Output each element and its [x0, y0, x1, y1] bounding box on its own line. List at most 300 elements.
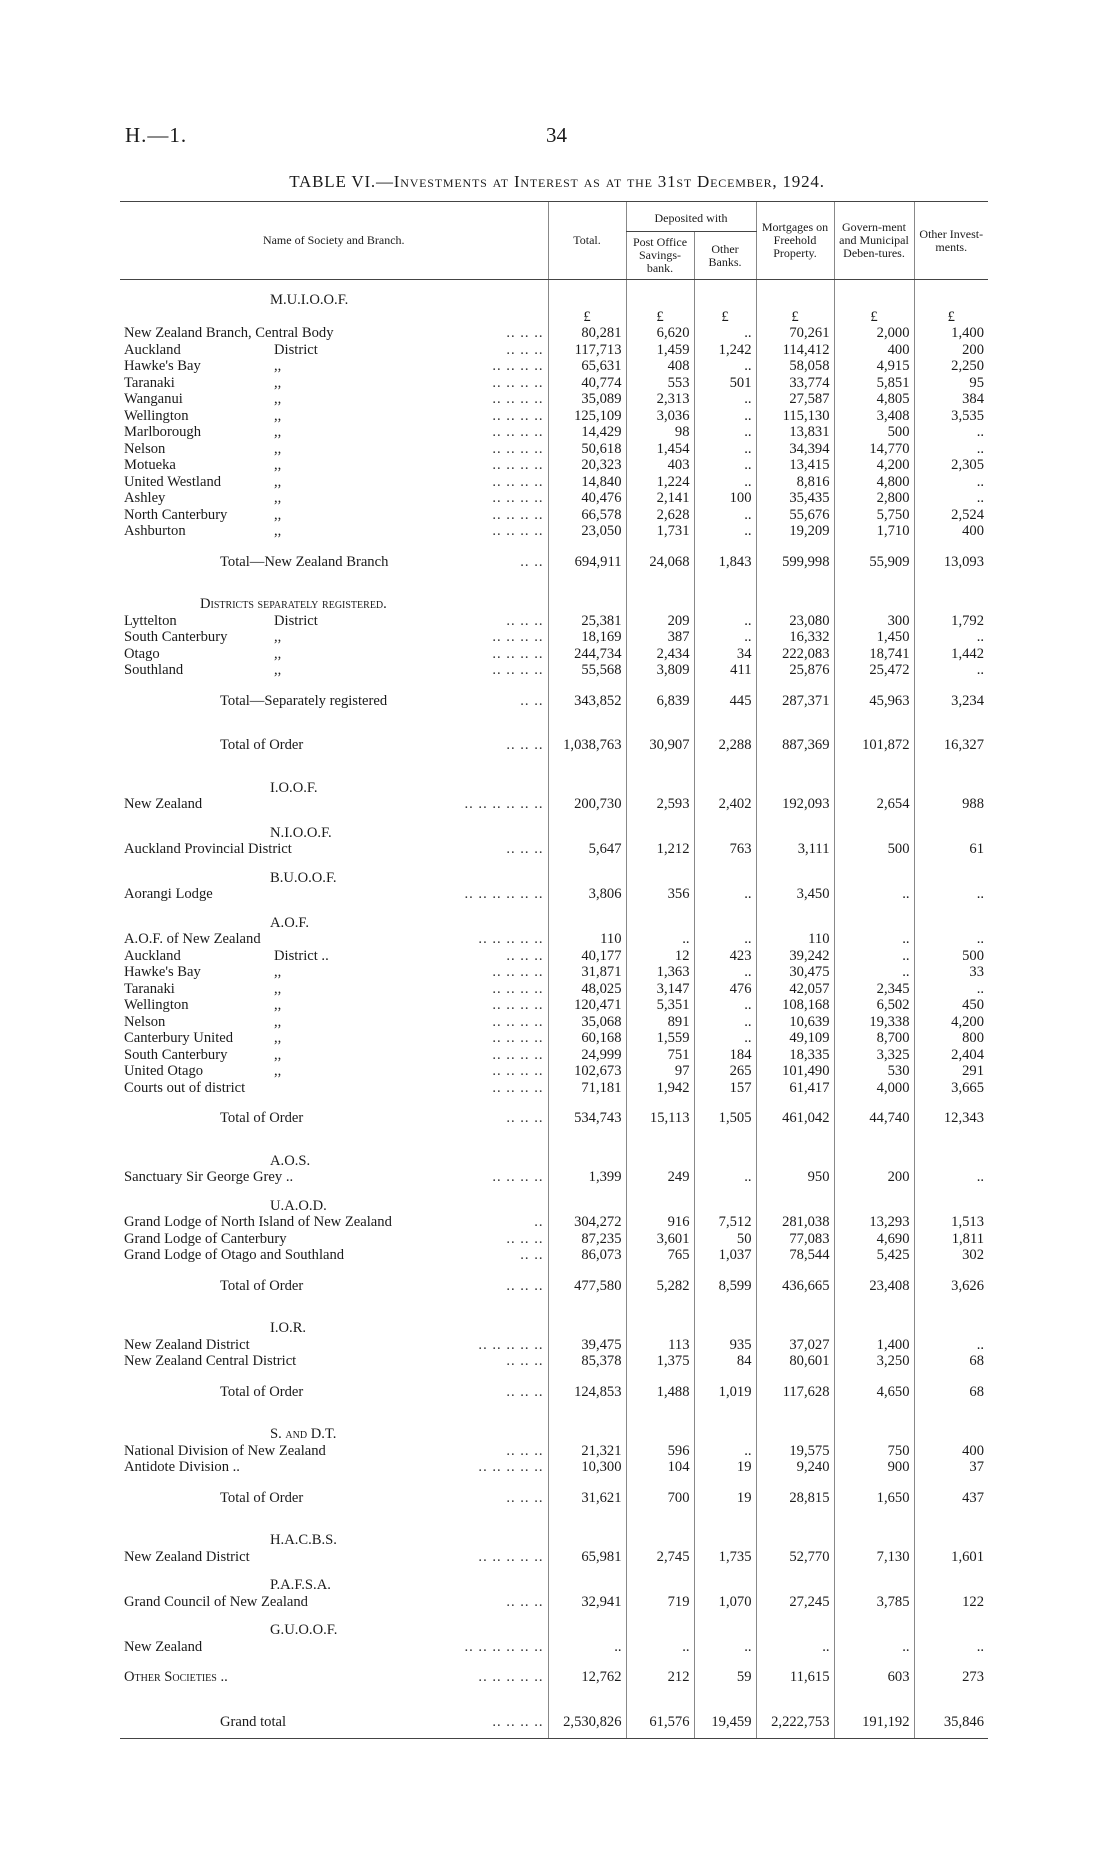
value-cell: 65,981	[548, 1549, 626, 1566]
section-title	[120, 813, 548, 842]
section-title-text: P.A.F.S.A.	[270, 1577, 331, 1593]
leader-dots: .. .. .. ..	[492, 645, 544, 662]
value-cell: 2,628	[626, 507, 694, 524]
value-cell: 1,242	[694, 342, 756, 359]
row-name-text: Antidote Division ..	[124, 1459, 240, 1475]
value-cell	[914, 768, 988, 797]
leader-dots: .. .. .. ..	[492, 391, 544, 407]
value-cell: 18,169	[548, 629, 626, 646]
value-cell: ..	[834, 886, 914, 903]
value-cell: 2,288	[694, 723, 756, 768]
value-cell	[694, 584, 756, 613]
value-cell: 4,805	[834, 391, 914, 408]
value-cell: 42,057	[756, 981, 834, 998]
row-name	[120, 1700, 548, 1739]
value-cell: 3,036	[626, 408, 694, 425]
value-cell: 14,429	[548, 424, 626, 441]
value-cell: 900	[834, 1459, 914, 1476]
value-cell	[756, 1565, 834, 1594]
district-label: ,,	[274, 457, 282, 473]
section-title	[120, 1520, 548, 1549]
leader-dots: .. .. .. ..	[492, 407, 544, 424]
table-row	[120, 424, 988, 441]
district-label: ,,	[274, 358, 282, 374]
row-name-text: Nelson	[124, 1013, 166, 1030]
section-header-row	[120, 903, 988, 932]
section-header-row	[120, 1520, 988, 1549]
value-cell: 102,673	[548, 1063, 626, 1080]
district-label: ,,	[274, 1030, 282, 1046]
value-cell: 15,113	[626, 1096, 694, 1141]
value-cell: 3,665	[914, 1080, 988, 1097]
district-label: ,,	[274, 407, 282, 424]
value-cell: 599,998	[756, 540, 834, 585]
value-cell: 450	[914, 997, 988, 1014]
value-cell: 1,731	[626, 523, 694, 540]
value-cell: £	[834, 309, 914, 326]
value-cell: 45,963	[834, 679, 914, 724]
row-name	[120, 886, 548, 903]
value-cell	[756, 1414, 834, 1443]
value-cell: 101,872	[834, 723, 914, 768]
table-row	[120, 948, 988, 965]
row-name-text: Marlborough	[124, 424, 202, 440]
district-label: ,,	[274, 440, 282, 457]
leader-dots: .. .. .. ..	[492, 1013, 544, 1030]
value-cell: 596	[626, 1443, 694, 1460]
value-cell: 98	[626, 424, 694, 441]
table-row	[120, 1169, 988, 1186]
section-header-row	[120, 280, 988, 309]
row-name-text: South Canterbury	[124, 1046, 228, 1063]
leader-dots: .. .. .. ..	[492, 1046, 544, 1063]
value-cell	[626, 813, 694, 842]
value-cell: 273	[914, 1655, 988, 1700]
row-name-text: Aorangi Lodge	[124, 886, 213, 902]
table-row	[120, 1337, 988, 1354]
value-cell: 2,250	[914, 358, 988, 375]
value-cell	[834, 858, 914, 887]
value-cell: 120,471	[548, 997, 626, 1014]
value-cell: 534,743	[548, 1096, 626, 1141]
value-cell	[548, 768, 626, 797]
value-cell: 694,911	[548, 540, 626, 585]
value-cell	[756, 280, 834, 309]
district-label: ,,	[274, 391, 282, 407]
value-cell: 12	[626, 948, 694, 965]
value-cell: 3,450	[756, 886, 834, 903]
row-name	[120, 1169, 548, 1186]
value-cell	[694, 1186, 756, 1215]
district-label: ,,	[274, 662, 282, 678]
value-cell: 5,851	[834, 375, 914, 392]
row-name-text: Auckland	[124, 341, 181, 358]
leader-dots: .. ..	[520, 553, 544, 570]
table-row	[120, 997, 988, 1014]
row-name-text: Grand Lodge of Canterbury	[124, 1230, 287, 1247]
value-cell: 30,907	[626, 723, 694, 768]
row-name-text: National Division of New Zealand	[124, 1442, 326, 1459]
value-cell: 6,502	[834, 997, 914, 1014]
value-cell	[626, 1520, 694, 1549]
value-cell: 387	[626, 629, 694, 646]
section-title	[120, 1186, 548, 1215]
value-cell: 50,618	[548, 441, 626, 458]
value-cell	[756, 903, 834, 932]
value-cell: 34,394	[756, 441, 834, 458]
col-other-investments: Other Invest-ments.	[914, 202, 988, 280]
value-cell: 2,434	[626, 646, 694, 663]
value-cell: ..	[694, 1014, 756, 1031]
value-cell: ..	[694, 1169, 756, 1186]
district-label: ,,	[274, 1046, 282, 1063]
row-name	[120, 1047, 548, 1064]
row-name-text: United Otago	[124, 1063, 204, 1079]
value-cell: 157	[694, 1080, 756, 1097]
value-cell	[914, 584, 988, 613]
value-cell: 110	[548, 931, 626, 948]
row-name	[120, 1353, 548, 1370]
row-name-text: Sanctuary Sir George Grey ..	[124, 1169, 294, 1185]
table-row	[120, 441, 988, 458]
value-cell: 1,843	[694, 540, 756, 585]
value-cell: 18,741	[834, 646, 914, 663]
value-cell	[834, 1141, 914, 1170]
row-name-text: Wellington	[124, 997, 189, 1013]
table-row	[120, 613, 988, 630]
value-cell: 28,815	[756, 1476, 834, 1521]
value-cell: ..	[694, 408, 756, 425]
value-cell: ..	[694, 424, 756, 441]
table-row	[120, 325, 988, 342]
value-cell: 97	[626, 1063, 694, 1080]
value-cell: 1,400	[914, 325, 988, 342]
value-cell: 343,852	[548, 679, 626, 724]
leader-dots: .. .. .. .. .. ..	[464, 886, 544, 902]
value-cell	[626, 858, 694, 887]
value-cell: ..	[694, 964, 756, 981]
row-name-text: A.O.F. of New Zealand	[124, 931, 261, 947]
value-cell: 1,363	[626, 964, 694, 981]
section-title-text: S. and D.T.	[270, 1426, 337, 1442]
district-label: ,,	[274, 374, 282, 391]
row-name-text: Auckland Provincial District	[124, 841, 292, 857]
value-cell: 48,025	[548, 981, 626, 998]
value-cell: 1,488	[626, 1370, 694, 1415]
value-cell: 249	[626, 1169, 694, 1186]
value-cell: 1,400	[834, 1337, 914, 1354]
value-cell: ..	[914, 981, 988, 998]
col-name: Name of Society and Branch.	[120, 202, 548, 280]
value-cell: ..	[626, 931, 694, 948]
section-title-text: H.A.C.B.S.	[270, 1532, 337, 1548]
value-cell: 19,209	[756, 523, 834, 540]
leader-dots: .. .. ..	[506, 947, 544, 964]
value-cell	[548, 903, 626, 932]
value-cell: 19,459	[694, 1700, 756, 1739]
value-cell: ..	[834, 931, 914, 948]
value-cell: 209	[626, 613, 694, 630]
value-cell: 1,650	[834, 1476, 914, 1521]
col-post-office: Post Office Savings-bank.	[626, 232, 694, 280]
value-cell: 25,381	[548, 613, 626, 630]
leader-dots: .. .. .. ..	[492, 1030, 544, 1046]
total-row	[120, 1700, 988, 1739]
value-cell: 3,785	[834, 1594, 914, 1611]
value-cell: 477,580	[548, 1264, 626, 1309]
row-name	[120, 679, 548, 724]
col-deposited-with: Deposited with	[626, 202, 756, 232]
row-name	[120, 540, 548, 585]
value-cell: 4,800	[834, 474, 914, 491]
value-cell: ..	[694, 441, 756, 458]
value-cell: ..	[694, 997, 756, 1014]
table-row	[120, 1030, 988, 1047]
value-cell	[694, 280, 756, 309]
section-header-row	[120, 768, 988, 797]
district-label: ,,	[274, 629, 282, 645]
value-cell: 40,476	[548, 490, 626, 507]
value-cell: 437	[914, 1476, 988, 1521]
table-row	[120, 309, 988, 326]
value-cell: 5,425	[834, 1247, 914, 1264]
value-cell: 20,323	[548, 457, 626, 474]
row-name-text: Ashburton	[124, 523, 186, 539]
table-row	[120, 358, 988, 375]
value-cell: 55,568	[548, 662, 626, 679]
table-row	[120, 342, 988, 359]
value-cell: 291	[914, 1063, 988, 1080]
value-cell	[626, 768, 694, 797]
row-name-text: Total—Separately registered	[220, 692, 388, 709]
leader-dots: .. .. ..	[506, 1489, 544, 1506]
value-cell: 108,168	[756, 997, 834, 1014]
value-cell: 13,415	[756, 457, 834, 474]
row-name	[120, 964, 548, 981]
value-cell: 68	[914, 1353, 988, 1370]
value-cell: 80,601	[756, 1353, 834, 1370]
value-cell	[914, 1414, 988, 1443]
table-row	[120, 523, 988, 540]
leader-dots: .. .. .. .. ..	[478, 1459, 544, 1475]
row-name	[120, 1655, 548, 1700]
value-cell: 184	[694, 1047, 756, 1064]
section-title-text: Districts separately registered.	[200, 596, 387, 612]
row-name-text: South Canterbury	[124, 629, 228, 645]
section-title-text: A.O.S.	[270, 1152, 311, 1169]
value-cell: 101,490	[756, 1063, 834, 1080]
value-cell: ..	[694, 325, 756, 342]
value-cell: 1,212	[626, 841, 694, 858]
row-name	[120, 1214, 548, 1231]
section-header-row	[120, 1186, 988, 1215]
value-cell: 61,576	[626, 1700, 694, 1739]
value-cell: 30,475	[756, 964, 834, 981]
value-cell: ..	[694, 613, 756, 630]
value-cell: 500	[834, 841, 914, 858]
table-row	[120, 1594, 988, 1611]
value-cell: ..	[694, 358, 756, 375]
total-row	[120, 1370, 988, 1415]
value-cell	[694, 1308, 756, 1337]
value-cell: 1,442	[914, 646, 988, 663]
value-cell: 100	[694, 490, 756, 507]
value-cell: 2,345	[834, 981, 914, 998]
value-cell	[548, 584, 626, 613]
table-row	[120, 981, 988, 998]
value-cell: 31,621	[548, 1476, 626, 1521]
value-cell: ..	[914, 886, 988, 903]
value-cell: 39,475	[548, 1337, 626, 1354]
row-name-text: New Zealand	[124, 1638, 203, 1655]
row-name-text: New Zealand	[124, 796, 203, 812]
value-cell: ..	[914, 1169, 988, 1186]
table-row	[120, 1549, 988, 1566]
leader-dots: .. .. .. ..	[492, 997, 544, 1013]
row-name-text: Ashley	[124, 490, 166, 506]
row-name-text: Total of Order	[220, 1489, 304, 1506]
value-cell: 35,068	[548, 1014, 626, 1031]
value-cell: 1,459	[626, 342, 694, 359]
section-header-row	[120, 1308, 988, 1337]
row-name	[120, 1264, 548, 1309]
row-name-text: Taranaki	[124, 374, 175, 391]
row-name	[120, 424, 548, 441]
section-title	[120, 584, 548, 613]
value-cell: 1,224	[626, 474, 694, 491]
value-cell: 4,650	[834, 1370, 914, 1415]
value-cell: 200	[914, 342, 988, 359]
value-cell: 10,639	[756, 1014, 834, 1031]
value-cell: 117,713	[548, 342, 626, 359]
value-cell: 988	[914, 796, 988, 813]
row-name	[120, 1459, 548, 1476]
col-total: Total.	[548, 202, 626, 280]
value-cell: 3,806	[548, 886, 626, 903]
value-cell: 287,371	[756, 679, 834, 724]
section-title-text: A.O.F.	[270, 914, 309, 931]
value-cell: ..	[756, 1639, 834, 1656]
row-name	[120, 1030, 548, 1047]
table-row	[120, 490, 988, 507]
value-cell: 2,141	[626, 490, 694, 507]
table-title	[0, 172, 1114, 192]
value-cell: 1,811	[914, 1231, 988, 1248]
value-cell: 104	[626, 1459, 694, 1476]
value-cell	[694, 813, 756, 842]
row-name	[120, 1014, 548, 1031]
value-cell: 122	[914, 1594, 988, 1611]
value-cell: 1,710	[834, 523, 914, 540]
value-cell: ..	[694, 1443, 756, 1460]
leader-dots: .. .. .. .. ..	[478, 1669, 544, 1685]
table-row	[120, 1247, 988, 1264]
value-cell: 800	[914, 1030, 988, 1047]
value-cell: ..	[914, 441, 988, 458]
value-cell: ..	[626, 1639, 694, 1656]
value-cell: ..	[914, 474, 988, 491]
value-cell	[914, 1565, 988, 1594]
table-row	[120, 629, 988, 646]
district-label: ,,	[274, 473, 282, 490]
value-cell: 78,544	[756, 1247, 834, 1264]
value-cell: 35,435	[756, 490, 834, 507]
total-row	[120, 540, 988, 585]
value-cell: 60,168	[548, 1030, 626, 1047]
table-header	[120, 202, 988, 280]
value-cell: 3,809	[626, 662, 694, 679]
leader-dots: ..	[534, 1214, 544, 1230]
value-cell: 5,351	[626, 997, 694, 1014]
table-row	[120, 507, 988, 524]
value-cell	[548, 1414, 626, 1443]
value-cell: 2,593	[626, 796, 694, 813]
value-cell: ..	[694, 1639, 756, 1656]
district-label: District ..	[274, 947, 329, 964]
district-label: ,,	[274, 1013, 282, 1030]
table-row	[120, 662, 988, 679]
value-cell: 3,111	[756, 841, 834, 858]
col-other-banks: Other Banks.	[694, 232, 756, 280]
value-cell: 751	[626, 1047, 694, 1064]
value-cell	[756, 1186, 834, 1215]
value-cell	[548, 1520, 626, 1549]
value-cell: 400	[914, 1443, 988, 1460]
table-row	[120, 1063, 988, 1080]
leader-dots: .. .. ..	[506, 737, 544, 753]
leader-dots: .. .. ..	[506, 341, 544, 358]
leader-dots: .. .. .. ..	[492, 980, 544, 997]
value-cell: 2,305	[914, 457, 988, 474]
value-cell: 27,587	[756, 391, 834, 408]
value-cell: 19,575	[756, 1443, 834, 1460]
value-cell: 423	[694, 948, 756, 965]
value-cell	[756, 768, 834, 797]
value-cell: 117,628	[756, 1370, 834, 1415]
row-name	[120, 629, 548, 646]
value-cell: 24,999	[548, 1047, 626, 1064]
leader-dots: .. .. .. ..	[492, 457, 544, 473]
row-name-text: Grand Council of New Zealand	[124, 1593, 308, 1610]
value-cell: 19	[694, 1476, 756, 1521]
value-cell: 500	[834, 424, 914, 441]
value-cell: 14,770	[834, 441, 914, 458]
value-cell: 476	[694, 981, 756, 998]
section-title	[120, 1308, 548, 1337]
value-cell: ..	[834, 1639, 914, 1656]
value-cell: ..	[914, 424, 988, 441]
value-cell: 2,530,826	[548, 1700, 626, 1739]
value-cell: 21,321	[548, 1443, 626, 1460]
row-name	[120, 1639, 548, 1656]
value-cell	[756, 1610, 834, 1639]
leader-dots: .. .. .. ..	[492, 440, 544, 457]
row-name	[120, 1476, 548, 1521]
value-cell: 65,631	[548, 358, 626, 375]
section-header-row	[120, 813, 988, 842]
section-header-row	[120, 1565, 988, 1594]
value-cell: 553	[626, 375, 694, 392]
value-cell: ..	[694, 457, 756, 474]
section-title	[120, 280, 548, 309]
value-cell: ..	[694, 507, 756, 524]
row-name-text: Total of Order	[220, 1383, 304, 1400]
value-cell: 3,535	[914, 408, 988, 425]
value-cell: 25,876	[756, 662, 834, 679]
leader-dots: .. .. .. .. ..	[478, 1548, 544, 1565]
value-cell: 887,369	[756, 723, 834, 768]
value-cell: 23,408	[834, 1264, 914, 1309]
